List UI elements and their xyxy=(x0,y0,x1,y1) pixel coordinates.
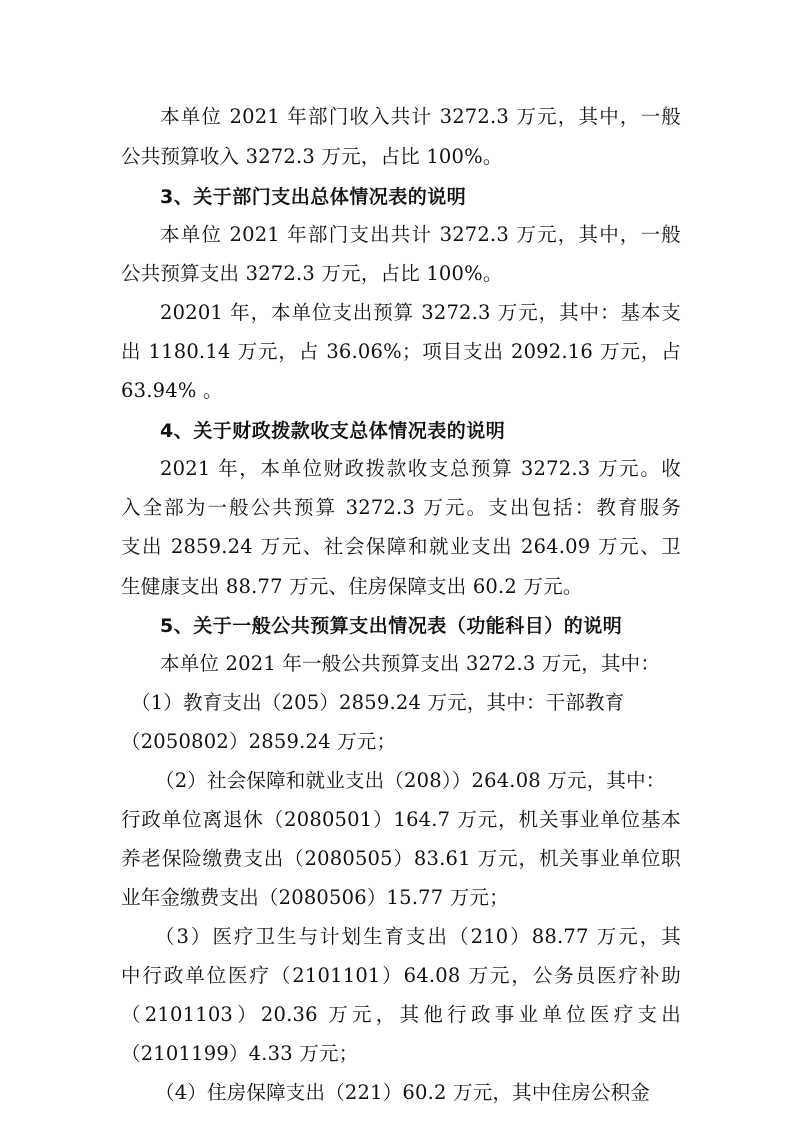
paragraph-line: （2050802）2859.24 万元； xyxy=(121,730,397,753)
section-heading: 5、关于一般公共预算支出情况表（功能科目）的说明 xyxy=(160,615,623,637)
paragraph-line: 20201 年，本单位支出预算 3272.3 万元，其中：基本支 xyxy=(160,301,681,324)
paragraph-line: 出 1180.14 万元，占 36.06%；项目支出 2092.16 万元，占 xyxy=(121,340,681,363)
paragraph-line: 本单位 2021 年部门收入共计 3272.3 万元，其中，一般 xyxy=(160,105,681,128)
section-heading: 3、关于部门支出总体情况表的说明 xyxy=(160,186,467,208)
section-heading: 4、关于财政拨款收支总体情况表的说明 xyxy=(160,420,506,442)
paragraph-line: （2101103）20.36 万元，其他行政事业单位医疗支出 xyxy=(121,1003,681,1026)
paragraph-line: 业年金缴费支出（2080506）15.77 万元； xyxy=(121,886,509,909)
paragraph-line: （1）教育支出（205）2859.24 万元，其中：干部教育 xyxy=(131,691,625,714)
paragraph-line: 养老保险缴费支出（2080505）83.61 万元，机关事业单位职 xyxy=(121,847,681,870)
paragraph-line: 2021 年，本单位财政拨款收支总预算 3272.3 万元。收 xyxy=(160,457,681,480)
paragraph-line: 本单位 2021 年一般公共预算支出 3272.3 万元，其中： xyxy=(160,652,661,675)
paragraph-line: （4）住房保障支出（221）60.2 万元，其中住房公积金 xyxy=(155,1081,651,1104)
paragraph-line: 入全部为一般公共预算 3272.3 万元。支出包括：教育服务 xyxy=(121,496,681,519)
paragraph-line: 公共预算支出 3272.3 万元，占比 100%。 xyxy=(121,262,503,285)
paragraph-line: 公共预算收入 3272.3 万元，占比 100%。 xyxy=(121,145,503,168)
paragraph-line: （2）社会保障和就业支出（208））264.08 万元，其中： xyxy=(155,769,666,792)
paragraph-line: （3）医疗卫生与计划生育支出（210）88.77 万元，其 xyxy=(155,925,681,948)
paragraph-line: 63.94% 。 xyxy=(121,379,223,402)
paragraph-line: 生健康支出 88.77 万元、住房保障支出 60.2 万元。 xyxy=(121,575,583,598)
paragraph-line: 支出 2859.24 万元、社会保障和就业支出 264.09 万元、卫 xyxy=(121,535,681,558)
paragraph-line: 本单位 2021 年部门支出共计 3272.3 万元，其中，一般 xyxy=(160,223,681,246)
paragraph-line: 行政单位离退休（2080501）164.7 万元，机关事业单位基本 xyxy=(121,808,681,831)
paragraph-line: （2101199）4.33 万元； xyxy=(121,1042,359,1065)
paragraph-line: 中行政单位医疗（2101101）64.08 万元，公务员医疗补助 xyxy=(121,964,681,987)
